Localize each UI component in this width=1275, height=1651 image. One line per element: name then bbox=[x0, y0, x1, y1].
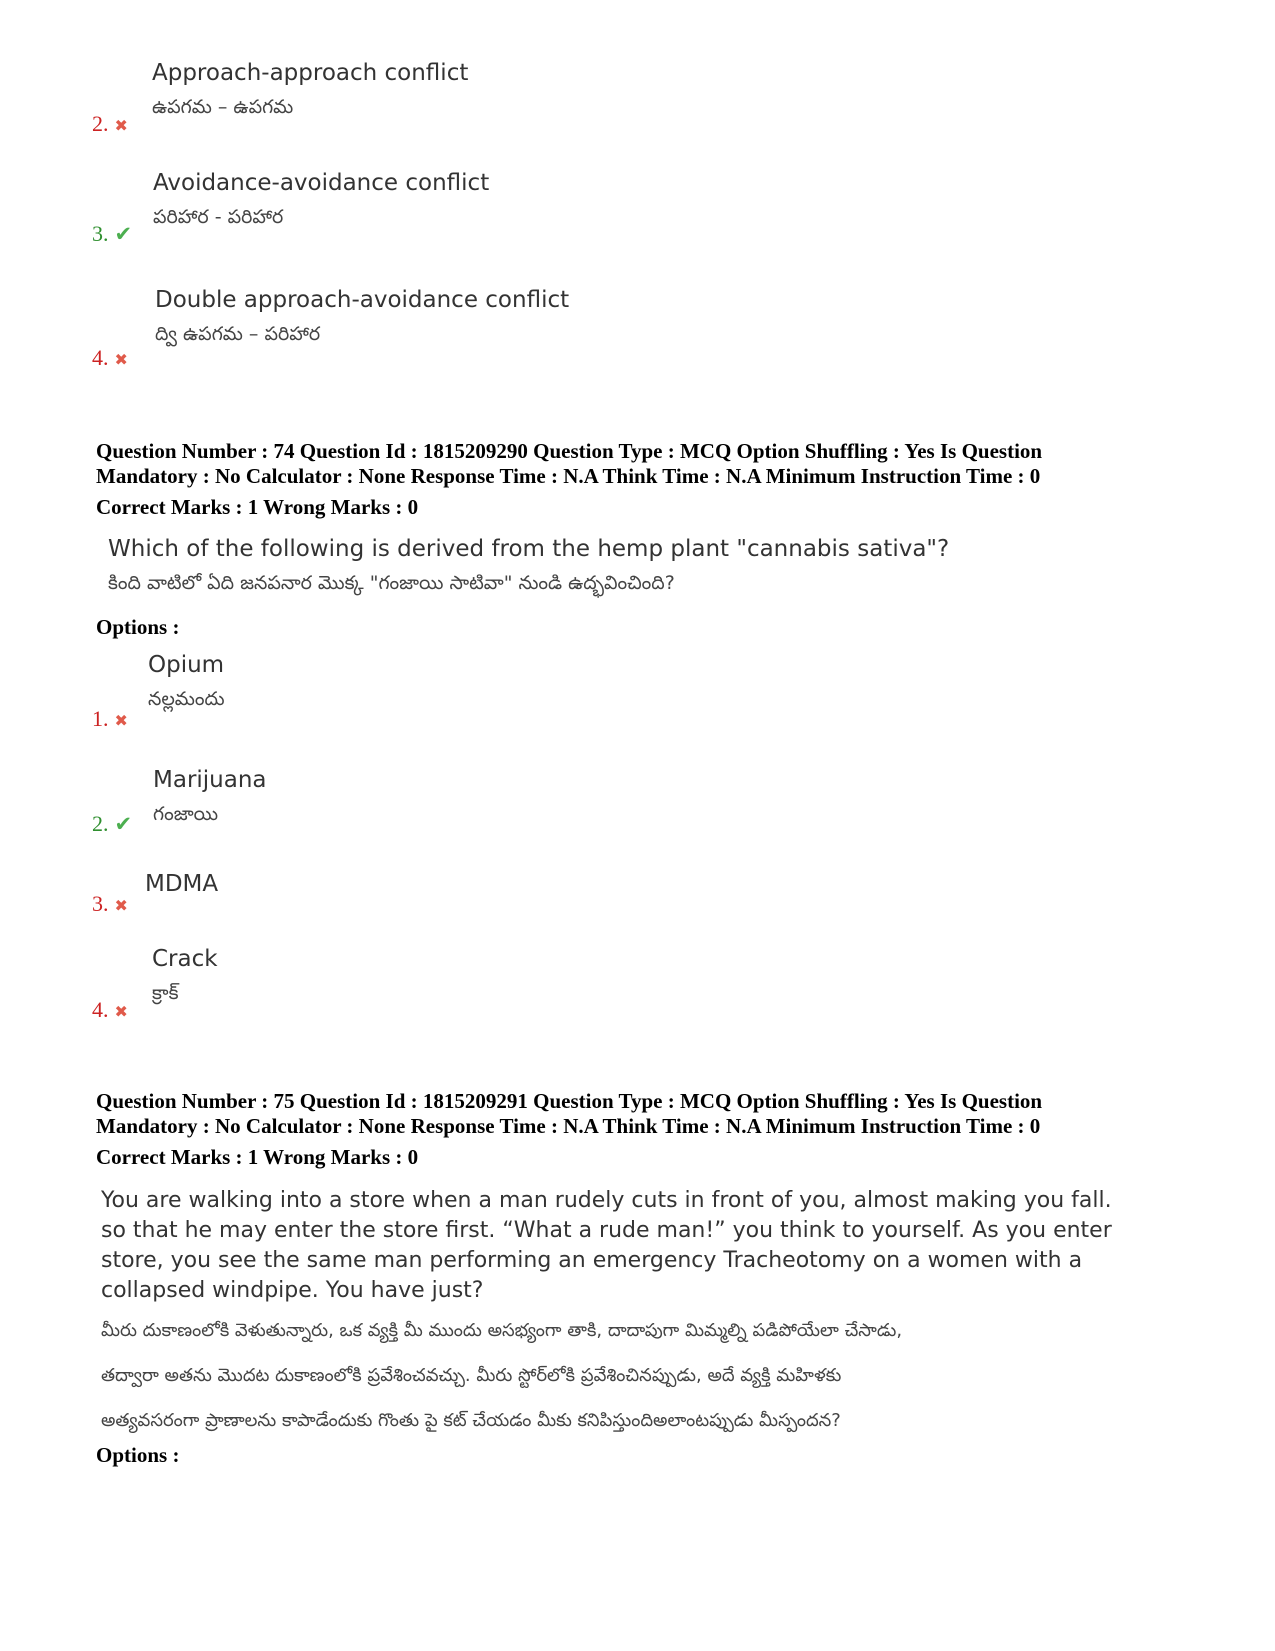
question-marks-line: Correct Marks : 1 Wrong Marks : 0 bbox=[96, 495, 419, 519]
question-text-line: collapsed windpipe. You have just? bbox=[101, 1278, 484, 1303]
option-text-te: ద్వి ఉపగమ – పరిహార bbox=[155, 323, 321, 345]
question-meta-line-2: Mandatory : No Calculator : None Response Time : N.A Think Time : N.A Minimum Instruction Time : 0 bbox=[96, 464, 1041, 488]
question-74-text-en: Which of the following is derived from the hemp plant "cannabis sativa"? bbox=[108, 536, 950, 562]
option-text-te: ఉపగమ – ఉపగమ bbox=[152, 96, 294, 118]
option-number bbox=[92, 891, 128, 917]
option-number bbox=[92, 345, 128, 371]
check-icon: ✔ bbox=[114, 222, 133, 246]
option-text-en: Approach-approach conflict bbox=[152, 60, 469, 86]
question-marks-line: Correct Marks : 1 Wrong Marks : 0 bbox=[96, 1145, 419, 1169]
question-meta-line-1: Question Number : 74 Question Id : 1815209290 Question Type : MCQ Option Shuffling : Yes Is Question bbox=[96, 439, 1043, 463]
question-meta-line-1: Question Number : 75 Question Id : 1815209291 Question Type : MCQ Option Shuffling : Yes Is Question bbox=[96, 1089, 1043, 1113]
question-text-line: అత్యవసరంగా ప్రాణాలను కాపాడేందుకు గొంతు పై కట్ చేయడం మీకు కనిపిస్తుందిఅలాంటప్పుడు మీస్పందన? bbox=[101, 1410, 841, 1431]
option-text-en: Crack bbox=[152, 946, 218, 972]
option-number bbox=[92, 997, 128, 1023]
option-number-label: 2. bbox=[92, 811, 109, 836]
option-text-te: గంజాయి bbox=[153, 803, 219, 825]
option-text-en: Avoidance-avoidance conflict bbox=[153, 170, 490, 196]
option-text-en: Double approach-avoidance conflict bbox=[155, 287, 570, 313]
question-75-text-en bbox=[101, 1186, 1112, 1306]
option-text-te: క్రాక్ bbox=[152, 982, 179, 1004]
question-75-header bbox=[96, 1089, 1196, 1170]
question-text-line: You are walking into a store when a man rudely cuts in front of you, almost making you fall. bbox=[101, 1188, 1112, 1213]
options-label: Options : bbox=[96, 615, 180, 639]
question-75-text-te bbox=[101, 1308, 902, 1443]
option-text-en: Opium bbox=[148, 652, 225, 678]
option-number-label: 4. bbox=[92, 997, 109, 1022]
question-meta-line-2: Mandatory : No Calculator : None Response Time : N.A Think Time : N.A Minimum Instruction Time : 0 bbox=[96, 1114, 1041, 1138]
option-text-te: నల్లమందు bbox=[148, 688, 225, 710]
check-icon: ✔ bbox=[114, 812, 133, 836]
option-number bbox=[92, 706, 128, 732]
question-text-line: so that he may enter the store first. “What a rude man!” you think to yourself. As you enter bbox=[101, 1218, 1112, 1243]
option-number-label: 3. bbox=[92, 221, 109, 246]
cross-icon: ✖ bbox=[114, 896, 128, 915]
option-number bbox=[92, 221, 132, 247]
options-label: Options : bbox=[96, 1443, 180, 1467]
question-text-line: store, you see the same man performing an emergency Tracheotomy on a women with a bbox=[101, 1248, 1083, 1273]
question-text-line: మీరు దుకాణంలోకి వెళుతున్నారు, ఒక వ్యక్తి మీ ముందు అసభ్యంగా తాకి, దాదాపుగా మిమ్మల్ని పడిపోయేలా చేసాడు, bbox=[101, 1320, 903, 1341]
option-number-label: 2. bbox=[92, 111, 109, 136]
option-number bbox=[92, 811, 132, 837]
cross-icon: ✖ bbox=[114, 1002, 128, 1021]
option-text-te: పరిహార - పరిహార bbox=[153, 206, 284, 228]
question-74-header bbox=[96, 439, 1196, 520]
question-text-line: తద్వారా అతను మొదట దుకాణంలోకి ప్రవేశించవచ్చు. మీరు స్టోర్‌లోకి ప్రవేశించినప్పుడు, అదే వ్యక్తి మహిళకు bbox=[101, 1365, 842, 1386]
option-text-en: MDMA bbox=[145, 871, 219, 897]
cross-icon: ✖ bbox=[114, 711, 128, 730]
option-number-label: 4. bbox=[92, 345, 109, 370]
option-number bbox=[92, 111, 128, 137]
cross-icon: ✖ bbox=[114, 116, 128, 135]
question-74-text-te: కింది వాటిలో ఏది జనపనార మొక్క "గంజాయి సాటివా" నుండి ఉద్భవించింది? bbox=[108, 572, 675, 594]
option-text-en: Marijuana bbox=[153, 767, 267, 793]
option-number-label: 1. bbox=[92, 706, 109, 731]
option-number-label: 3. bbox=[92, 891, 109, 916]
cross-icon: ✖ bbox=[114, 350, 128, 369]
